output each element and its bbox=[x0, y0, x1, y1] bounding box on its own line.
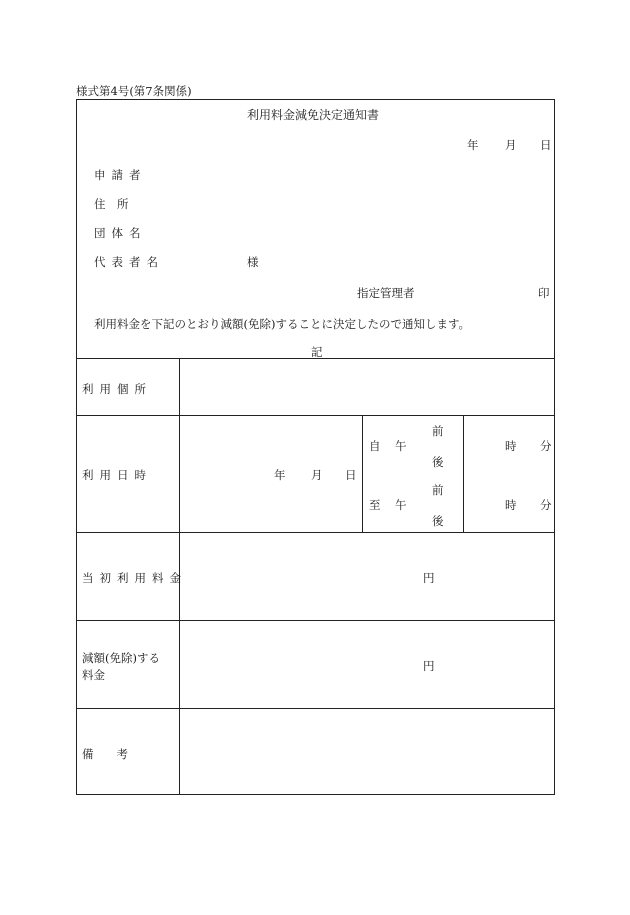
reduced-fee-label-line1: 減額(免除)する bbox=[82, 651, 160, 665]
honorific-sama: 様 bbox=[247, 255, 259, 269]
table-line bbox=[76, 708, 555, 709]
applicant-heading: 申請者 bbox=[94, 168, 147, 182]
use-day: 日 bbox=[345, 468, 357, 482]
location-label: 利用個所 bbox=[82, 382, 152, 396]
from-noon: 午 bbox=[395, 439, 407, 453]
representative-label: 代表者名 bbox=[94, 255, 164, 269]
use-year: 年 bbox=[274, 468, 286, 482]
from-label: 自 bbox=[369, 439, 381, 453]
to-label: 至 bbox=[369, 498, 381, 512]
table-line bbox=[463, 415, 464, 532]
original-fee-label: 当初利用料金 bbox=[82, 571, 187, 585]
notice-text: 利用料金を下記のとおり減額(免除)することに決定したので通知します。 bbox=[94, 317, 471, 331]
seal-mark: 印 bbox=[538, 286, 550, 300]
table-line bbox=[76, 358, 555, 359]
to-hour: 時 bbox=[505, 498, 517, 512]
table-line bbox=[362, 415, 363, 532]
address-label: 住 所 bbox=[94, 197, 129, 211]
original-fee-unit: 円 bbox=[423, 571, 435, 585]
table-line bbox=[76, 620, 555, 621]
date-day: 日 bbox=[540, 138, 552, 152]
ki-label: 記 bbox=[311, 345, 323, 359]
to-pm: 後 bbox=[432, 514, 444, 528]
form-frame bbox=[76, 99, 555, 795]
form-number-label: 様式第4号(第7条関係) bbox=[76, 84, 192, 98]
table-line bbox=[76, 415, 555, 416]
issuer-label: 指定管理者 bbox=[357, 286, 415, 300]
reduced-fee-label-line2: 料金 bbox=[82, 668, 105, 682]
from-pm: 後 bbox=[432, 455, 444, 469]
to-minute: 分 bbox=[540, 498, 552, 512]
datetime-label: 利用日時 bbox=[82, 468, 152, 482]
from-minute: 分 bbox=[540, 439, 552, 453]
group-name-label: 団体名 bbox=[94, 226, 147, 240]
reduced-fee-unit: 円 bbox=[423, 659, 435, 673]
use-month: 月 bbox=[311, 468, 323, 482]
date-month: 月 bbox=[505, 138, 517, 152]
table-line bbox=[76, 532, 555, 533]
from-am: 前 bbox=[432, 424, 444, 438]
to-noon: 午 bbox=[395, 498, 407, 512]
document-title: 利用料金減免決定通知書 bbox=[247, 108, 380, 122]
date-year: 年 bbox=[467, 138, 479, 152]
to-am: 前 bbox=[432, 483, 444, 497]
from-hour: 時 bbox=[505, 439, 517, 453]
remarks-label: 備 考 bbox=[82, 747, 128, 761]
